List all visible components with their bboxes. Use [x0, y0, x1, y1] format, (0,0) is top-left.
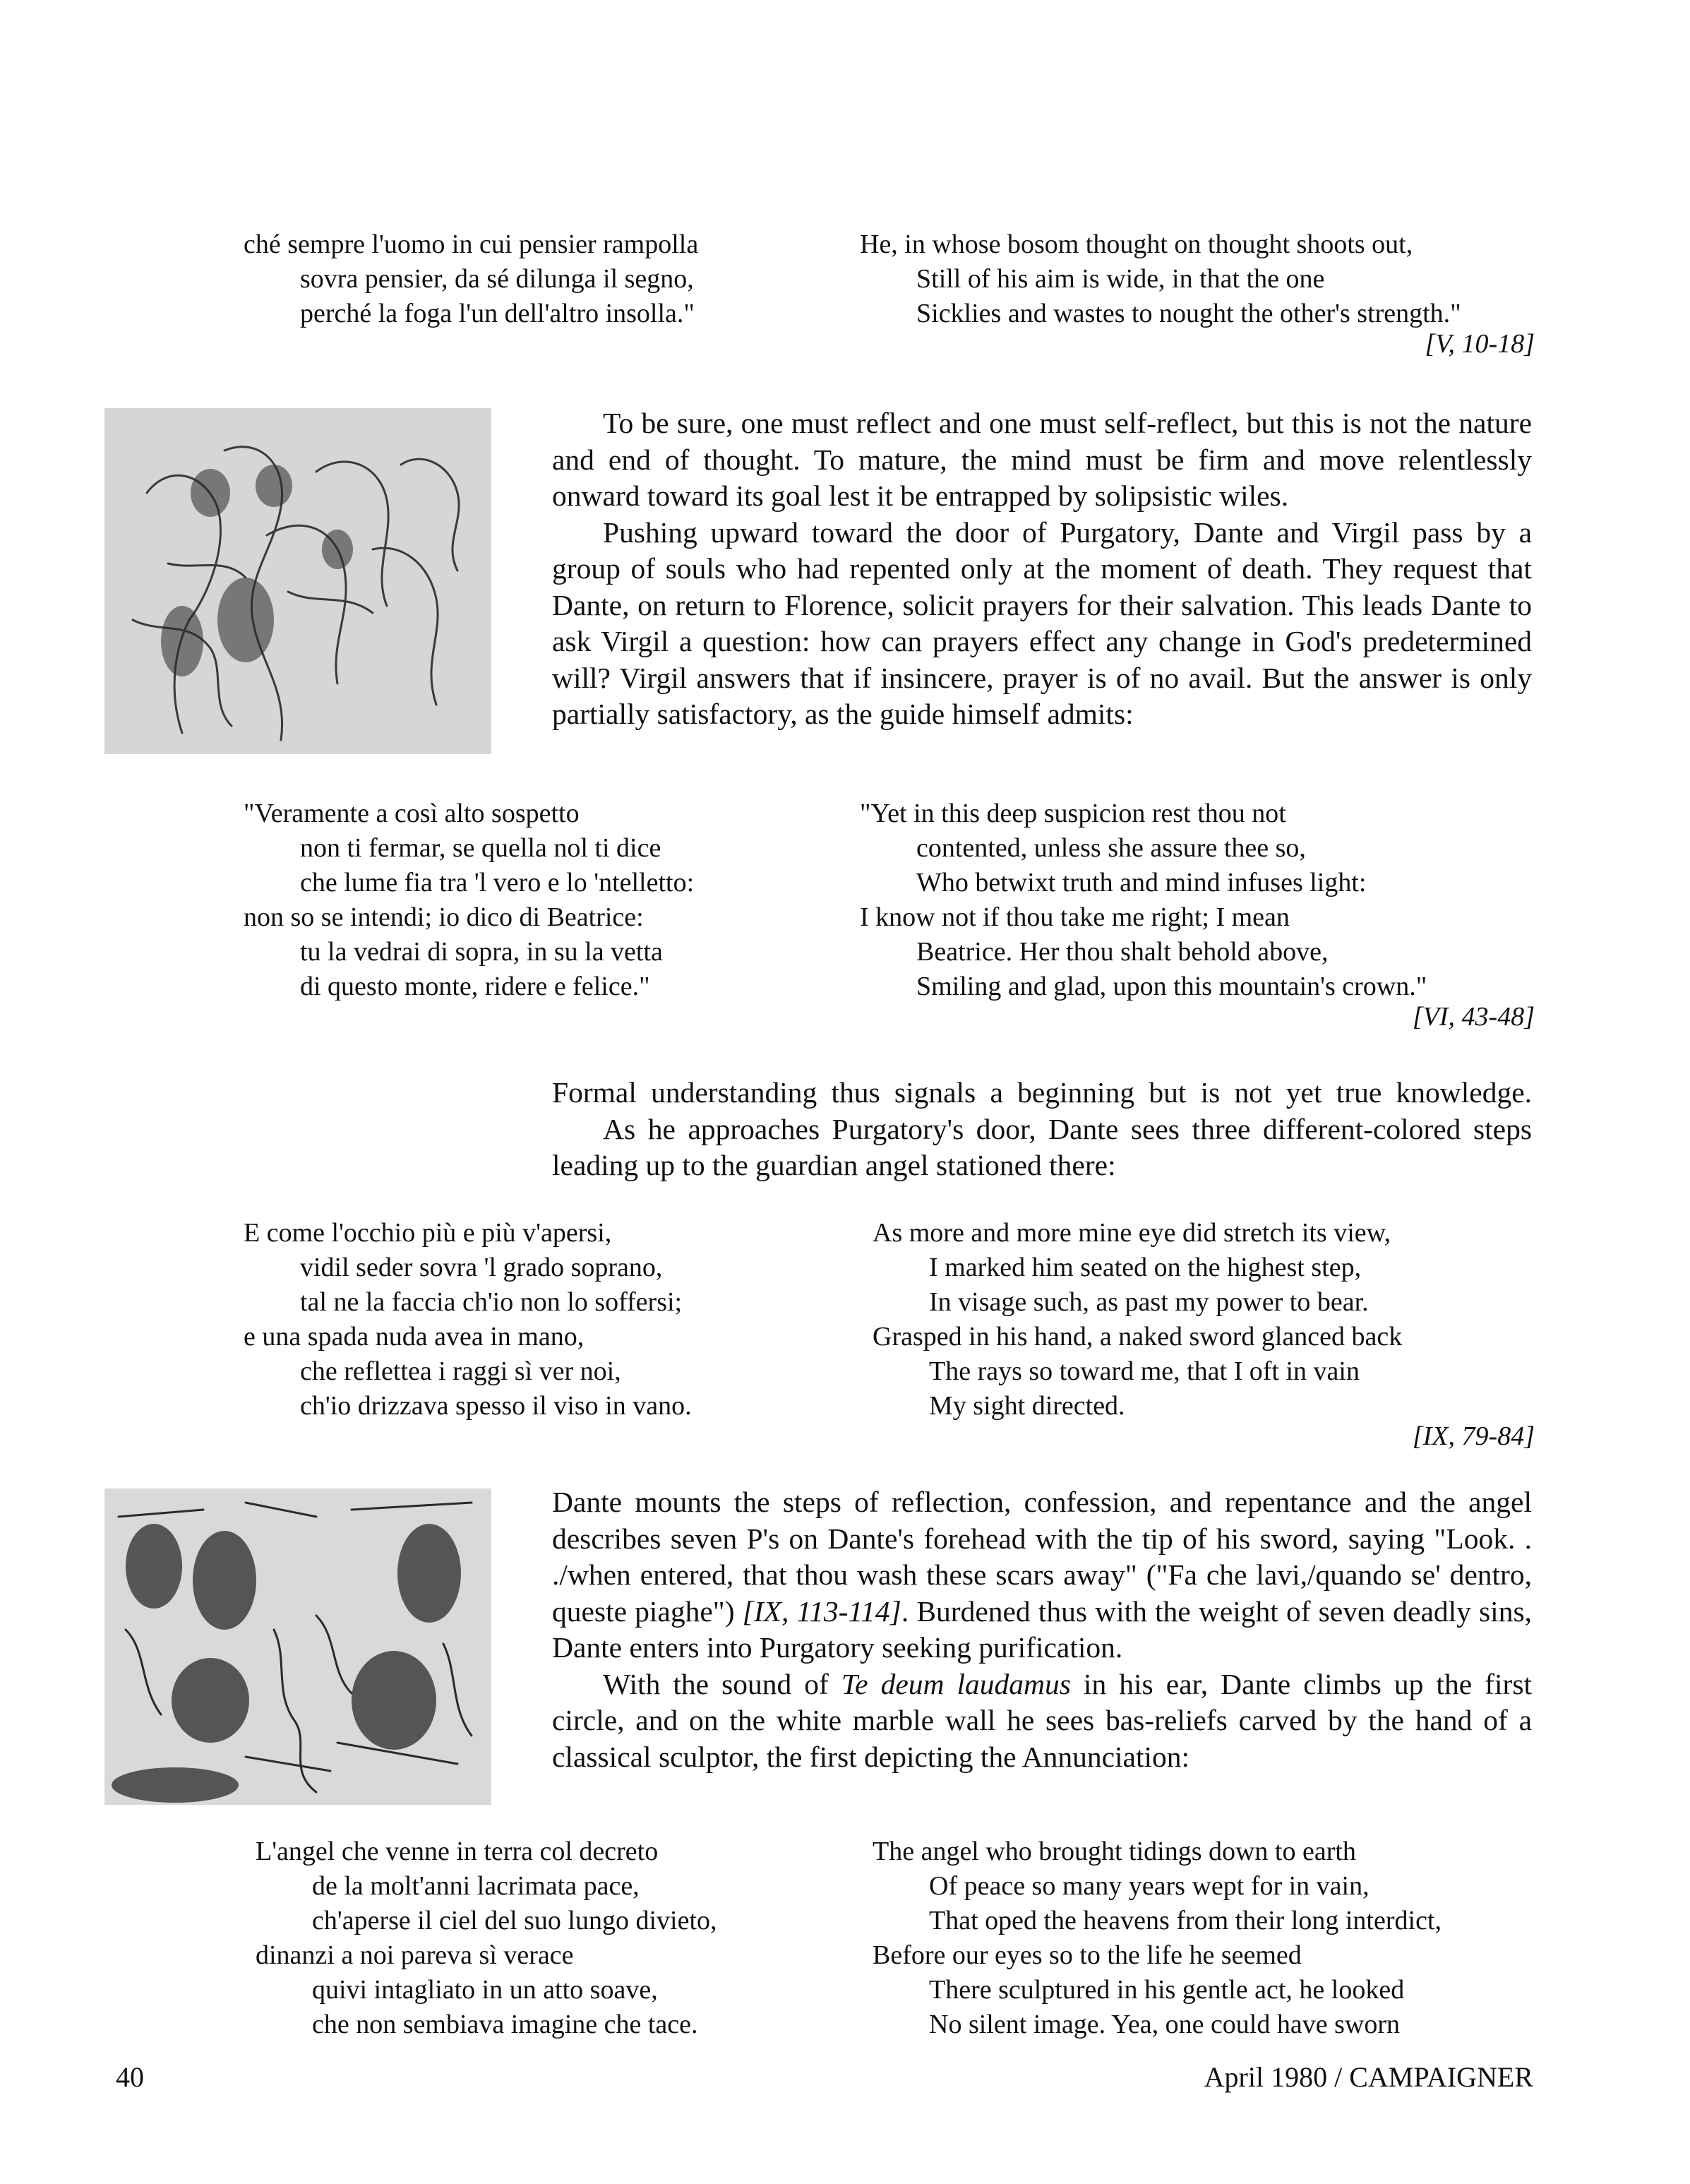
- verse-line: tal ne la faccia ch'io non lo soffersi;: [300, 1287, 683, 1317]
- verse-line: My sight directed.: [929, 1391, 1125, 1421]
- verse-line: vidil seder sovra 'l grado soprano,: [300, 1253, 663, 1282]
- verse-line: I know not if thou take me right; I mean: [860, 902, 1290, 932]
- verse-line: che non sembiava imagine che tace.: [312, 2010, 698, 2039]
- verse-line: Before our eyes so to the life he seemed: [873, 1940, 1302, 1970]
- verse-line: Still of his aim is wide, in that the one: [916, 264, 1325, 294]
- body-text-3: [552, 1484, 1532, 1775]
- verse-line: In visage such, as past my power to bear.: [929, 1287, 1369, 1317]
- verse-line: ch'aperse il ciel del suo lungo divieto,: [312, 1906, 717, 1935]
- verse-line: tu la vedrai di sopra, in su la vetta: [300, 937, 663, 967]
- sketch-drawing: [104, 408, 491, 754]
- verse-line: che lume fia tra 'l vero e lo 'ntelletto:: [300, 868, 695, 897]
- verse-line: Who betwixt truth and mind infuses light:: [916, 868, 1367, 897]
- verse-line: The rays so toward me, that I oft in vain: [929, 1356, 1360, 1386]
- verse-line: non ti fermar, se quella nol ti dice: [300, 833, 661, 863]
- verse-2-italian: [244, 796, 694, 1004]
- verse-line: There sculptured in his gentle act, he looked: [929, 1975, 1405, 2005]
- verse-line: e una spada nuda avea in mano,: [244, 1322, 585, 1351]
- paragraph-text: in his ear, Dante climbs up the first circle, and on the white marble wall he sees bas-reliefs carved by the hand of a classical sculptor, the first depicting the Annunciation:: [552, 1667, 1533, 1773]
- verse-line: Smiling and glad, upon this mountain's crown.": [916, 972, 1427, 1001]
- verse-3-italian: [244, 1216, 692, 1424]
- verse-line: che reflettea i raggi sì ver noi,: [300, 1356, 621, 1386]
- verse-line: ché sempre l'uomo in cui pensier rampolla: [244, 229, 699, 259]
- citation: [IX, 79-84]: [1412, 1421, 1535, 1451]
- paragraph-text: Dante mounts the steps of reflection, confession, and repentance and the angel describes seven P's on Dante's forehead with the tip of his sword, saying "Look. . ./when entered, that thou wash these scars away" ("Fa che lavi,/quando se' dentro, queste piaghe"): [552, 1486, 1532, 1628]
- verse-line: Beatrice. Her thou shalt behold above,: [916, 937, 1329, 967]
- verse-1-italian: [244, 227, 698, 331]
- citation: [VI, 43-48]: [1412, 1002, 1535, 1032]
- paragraph: As he approaches Purgatory's door, Dante sees three different-colored steps leading up to the guardian angel stationed there:: [552, 1112, 1532, 1181]
- paragraph: [552, 1484, 1532, 1666]
- verse-3-english: [873, 1216, 1402, 1424]
- citation: [V, 10-18]: [1425, 329, 1535, 359]
- verse-line: Grasped in his hand, a naked sword glanced back: [873, 1322, 1403, 1351]
- verse-line: Sicklies and wastes to nought the other's strength.": [916, 299, 1461, 328]
- verse-line: ch'io drizzava spesso il viso in vano.: [300, 1391, 692, 1421]
- verse-line: No silent image. Yea, one could have sworn: [929, 2010, 1400, 2039]
- paragraph-text: With the sound of: [603, 1667, 841, 1700]
- sketch-drawing: [104, 1488, 491, 1805]
- verse-line: As more and more mine eye did stretch its view,: [873, 1218, 1391, 1248]
- verse-line: I marked him seated on the highest step,: [929, 1253, 1362, 1282]
- verse-line: That oped the heavens from their long interdict,: [929, 1906, 1442, 1935]
- verse-4-english: [873, 1834, 1442, 2042]
- paragraph: Pushing upward toward the door of Purgatory, Dante and Virgil pass by a group of souls who had repented only at the moment of death. They request that Dante, on return to Florence, solicit prayers for their salvation. This leads Dante to ask Virgil a question: how can prayers effect any change in God's predetermined will? Virgil answers that if insincere, prayer is of no avail. But the answer is only partially satisfactory, as the guide himself admits:: [552, 515, 1532, 730]
- verse-line: "Veramente a così alto sospetto: [244, 799, 580, 828]
- publication-footer: April 1980 / CAMPAIGNER: [1204, 2061, 1533, 2093]
- citation-inline: [IX, 113-114]: [742, 1594, 901, 1628]
- verse-line: de la molt'anni lacrimata pace,: [312, 1871, 640, 1901]
- sketch-illustration: [104, 408, 491, 754]
- verse-line: L'angel che venne in terra col decreto: [256, 1837, 659, 1866]
- page-number: 40: [116, 2061, 144, 2093]
- verse-line: contented, unless she assure thee so,: [916, 833, 1306, 863]
- paragraph-text: . Burdened thus with the weight of seven deadly sins, Dante enters into Purgatory seeking purification.: [552, 1594, 1532, 1664]
- verse-line: non so se intendi; io dico di Beatrice:: [244, 902, 644, 932]
- paragraph: [552, 1666, 1532, 1776]
- sketch-illustration: [104, 1488, 491, 1805]
- body-text-2: [552, 1075, 1532, 1184]
- paragraph: To be sure, one must reflect and one must self-reflect, but this is not the nature and end of thought. To mature, the mind must be firm and move relentlessly onward toward its goal lest it be entrapped by solipsistic wiles.: [552, 407, 1532, 512]
- verse-line: quivi intagliato in un atto soave,: [312, 1975, 658, 2005]
- verse-line: The angel who brought tidings down to earth: [873, 1837, 1356, 1866]
- verse-line: "Yet in this deep suspicion rest thou not: [860, 799, 1286, 828]
- paragraph: Formal understanding thus signals a beginning but is not yet true knowledge.: [552, 1076, 1532, 1109]
- verse-line: sovra pensier, da sé dilunga il segno,: [300, 264, 694, 294]
- verse-line: He, in whose bosom thought on thought shoots out,: [860, 229, 1413, 259]
- verse-line: di questo monte, ridere e felice.": [300, 972, 650, 1001]
- verse-4-italian: [256, 1834, 717, 2042]
- verse-2-english: [860, 796, 1427, 1004]
- body-text-1: [552, 405, 1532, 733]
- verse-line: E come l'occhio più e più v'apersi,: [244, 1218, 612, 1248]
- verse-line: perché la foga l'un dell'altro insolla.": [300, 299, 695, 328]
- verse-line: Of peace so many years wept for in vain,: [929, 1871, 1370, 1901]
- verse-line: dinanzi a noi pareva sì verace: [256, 1940, 574, 1970]
- verse-1-english: [860, 227, 1461, 331]
- italic-phrase: Te deum laudamus: [841, 1667, 1071, 1700]
